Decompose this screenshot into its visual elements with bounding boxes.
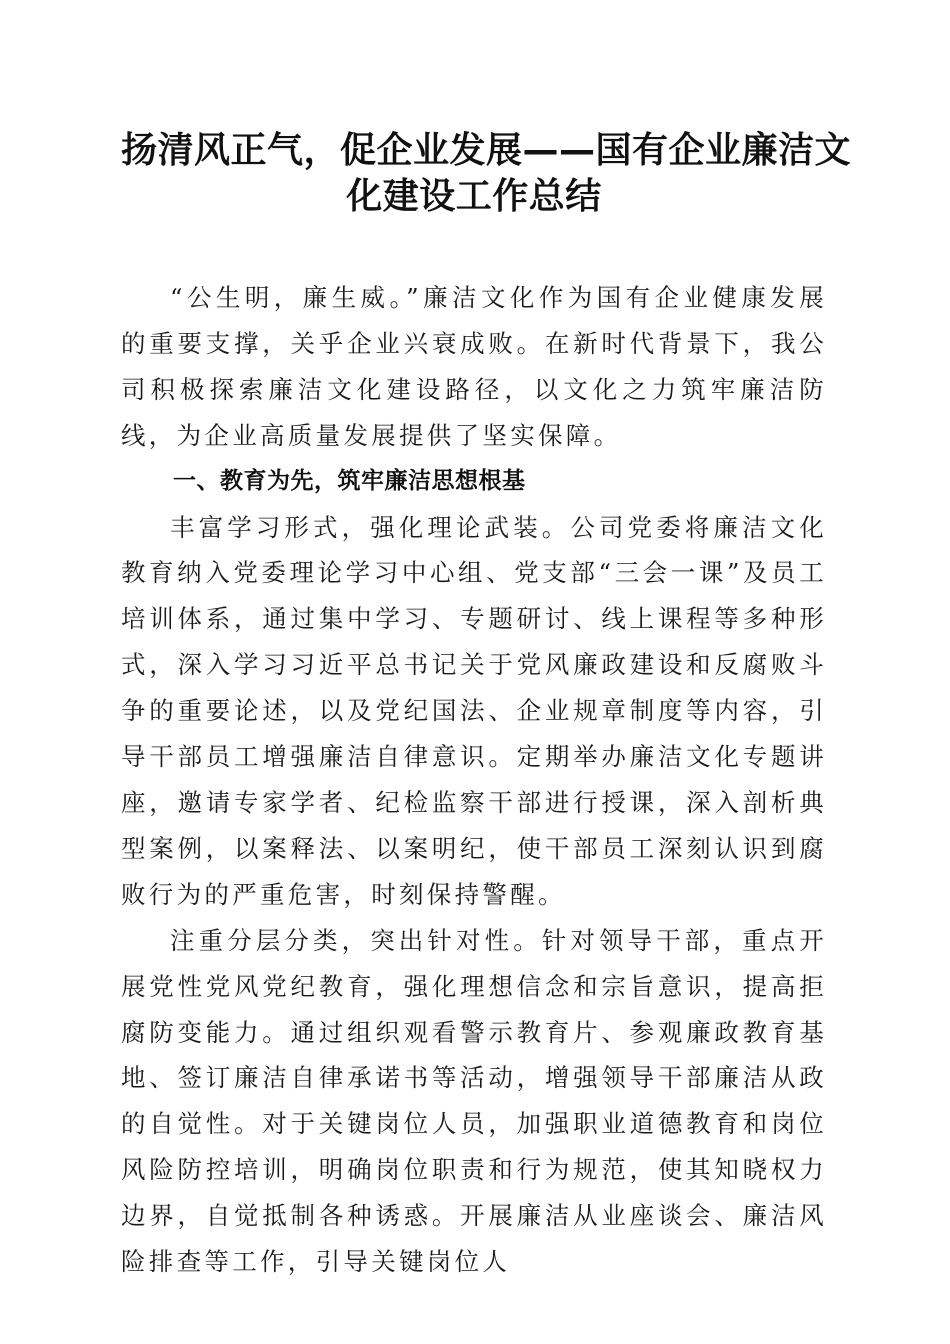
document-body — [121, 275, 827, 1285]
document-page — [121, 128, 852, 1285]
body-paragraph-1: 丰富学习形式，强化理论武装。公司党委将廉洁文化教育纳入党委理论学习中心组、党支部“三会一课”及员工培训体系，通过集中学习、专题研讨、线上课程等多种形式，深入学习习近平总书记关于党风廉政建设和反腐败斗争的重要论述，以及党纪国法、企业规章制度等内容，引导干部员工增强廉洁自律意识。定期举办廉洁文化专题讲座，邀请专家学者、纪检监察干部进行授课，深入剖析典型案例，以案释法、以案明纪，使干部员工深刻认识到腐败行为的严重危害，时刻保持警醒。 — [121, 512, 827, 909]
intro-paragraph: “公生明，廉生威。”廉洁文化作为国有企业健康发展的重要支撑，关乎企业兴衰成败。在新时代背景下，我公司积极探索廉洁文化建设路径，以文化之力筑牢廉洁防线，为企业高质量发展提供了坚实保障。 — [121, 283, 827, 450]
section-heading-1: 一、教育为先，筑牢廉洁思想根基 — [173, 467, 526, 494]
title-line-2: 化建设工作总结 — [346, 176, 602, 217]
title-line-1: 扬清风正气，促企业发展——国有企业廉洁文 — [121, 130, 852, 171]
document-title — [121, 128, 852, 220]
body-paragraph-2: 注重分层分类，突出针对性。针对领导干部，重点开展党性党风党纪教育，强化理想信念和宗旨意识，提高拒腐防变能力。通过组织观看警示教育片、参观廉政教育基地、签订廉洁自律承诺书等活动，增强领导干部廉洁从政的自觉性。对于关键岗位人员，加强职业道德教育和岗位风险防控培训，明确岗位职责和行为规范，使其知晓权力边界，自觉抵制各种诱惑。开展廉洁从业座谈会、廉洁风险排查等工作，引导关键岗位人 — [121, 925, 827, 1277]
